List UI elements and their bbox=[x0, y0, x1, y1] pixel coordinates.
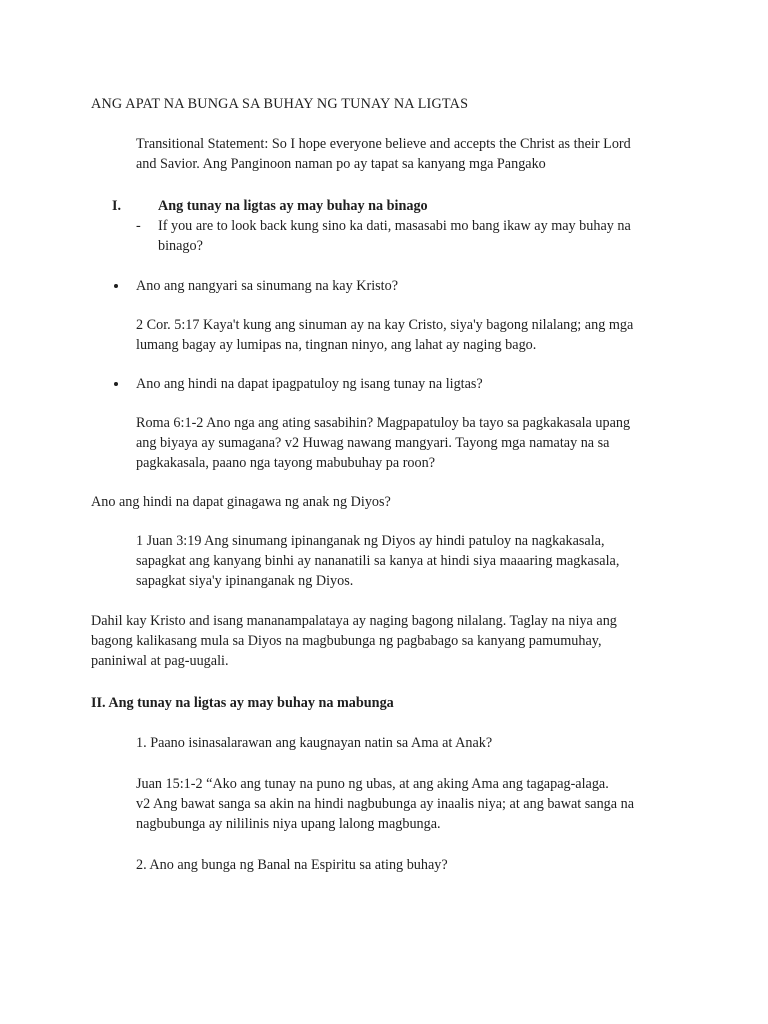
bullet-1-verse-line-1: 2 Cor. 5:17 Kaya't kung ang sinuman ay na kay Cristo, siya'y bagong nilalang; ang mga bbox=[136, 317, 634, 333]
bullet-icon bbox=[114, 382, 118, 386]
section-1-number: I. bbox=[112, 198, 122, 214]
section-1-sub-line-1: If you are to look back kung sino ka dati, masasabi mo bang ikaw ay may buhay na bbox=[158, 218, 631, 234]
section-1-sub-line-2: binago? bbox=[158, 238, 203, 254]
dash-marker: - bbox=[136, 218, 141, 234]
bullet-1-question: Ano ang nangyari sa sinumang na kay Kristo? bbox=[136, 278, 399, 294]
bullet-1-verse-line-2: lumang bagay ay lumipas na, tingnan ninyo, ang lahat ay naging bago. bbox=[136, 337, 537, 353]
bullet-2-verse-line-2: ang biyaya ay sumagana? v2 Huwag nawang mangyari. Tayong mga namatay na sa bbox=[136, 435, 610, 451]
paragraph-line-2: bagong kalikasang mula sa Diyos na magbubunga ng pagbabago sa kanyang pamumuhay, bbox=[91, 633, 602, 649]
verse-3-line-3: sapagkat siya'y ipinanganak ng Diyos. bbox=[136, 573, 354, 589]
document-title: ANG APAT NA BUNGA SA BUHAY NG TUNAY NA LIGTAS bbox=[91, 96, 469, 112]
section-2-question-1: 1. Paano isinasalarawan ang kaugnayan natin sa Ama at Anak? bbox=[136, 735, 493, 751]
section-2-question-2: 2. Ano ang bunga ng Banal na Espiritu sa ating buhay? bbox=[136, 857, 448, 873]
verse-3-line-1: 1 Juan 3:19 Ang sinumang ipinanganak ng Diyos ay hindi patuloy na nagkakasala, bbox=[136, 533, 605, 549]
bullet-2-question: Ano ang hindi na dapat ipagpatuloy ng isang tunay na ligtas? bbox=[136, 376, 483, 392]
section-2-verse-line-3: nagbubunga ay nililinis niya upang lalong magbunga. bbox=[136, 816, 441, 832]
question-3: Ano ang hindi na dapat ginagawa ng anak ng Diyos? bbox=[91, 494, 391, 510]
section-2-verse-line-2: v2 Ang bawat sanga sa akin na hindi nagbubunga ay inaalis niya; at ang bawat sanga na bbox=[136, 796, 634, 812]
bullet-2-verse-line-3: pagkakasala, paano nga tayong mabubuhay pa roon? bbox=[136, 455, 436, 471]
bullet-2-verse-line-1: Roma 6:1-2 Ano nga ang ating sasabihin? Magpapatuloy ba tayo sa pagkakasala upang bbox=[136, 415, 631, 431]
section-2-verse-line-1: Juan 15:1-2 “Ako ang tunay na puno ng ubas, at ang aking Ama ang tagapag-alaga. bbox=[136, 776, 609, 792]
section-1-heading: Ang tunay na ligtas ay may buhay na binago bbox=[158, 198, 428, 214]
paragraph-line-1: Dahil kay Kristo and isang mananampalataya ay naging bagong nilalang. Taglay na niya ang bbox=[91, 613, 617, 629]
section-2-heading: II. Ang tunay na ligtas ay may buhay na mabunga bbox=[91, 695, 394, 711]
verse-3-line-2: sapagkat ang kanyang binhi ay nananatili sa kanya at hindi siya maaaring magkasala, bbox=[136, 553, 620, 569]
paragraph-line-3: paniniwal at pag-uugali. bbox=[91, 653, 229, 669]
transitional-line-2: and Savior. Ang Panginoon naman po ay tapat sa kanyang mga Pangako bbox=[136, 156, 546, 172]
transitional-line-1: Transitional Statement: So I hope everyone believe and accepts the Christ as their Lord bbox=[136, 136, 631, 152]
bullet-icon bbox=[114, 284, 118, 288]
